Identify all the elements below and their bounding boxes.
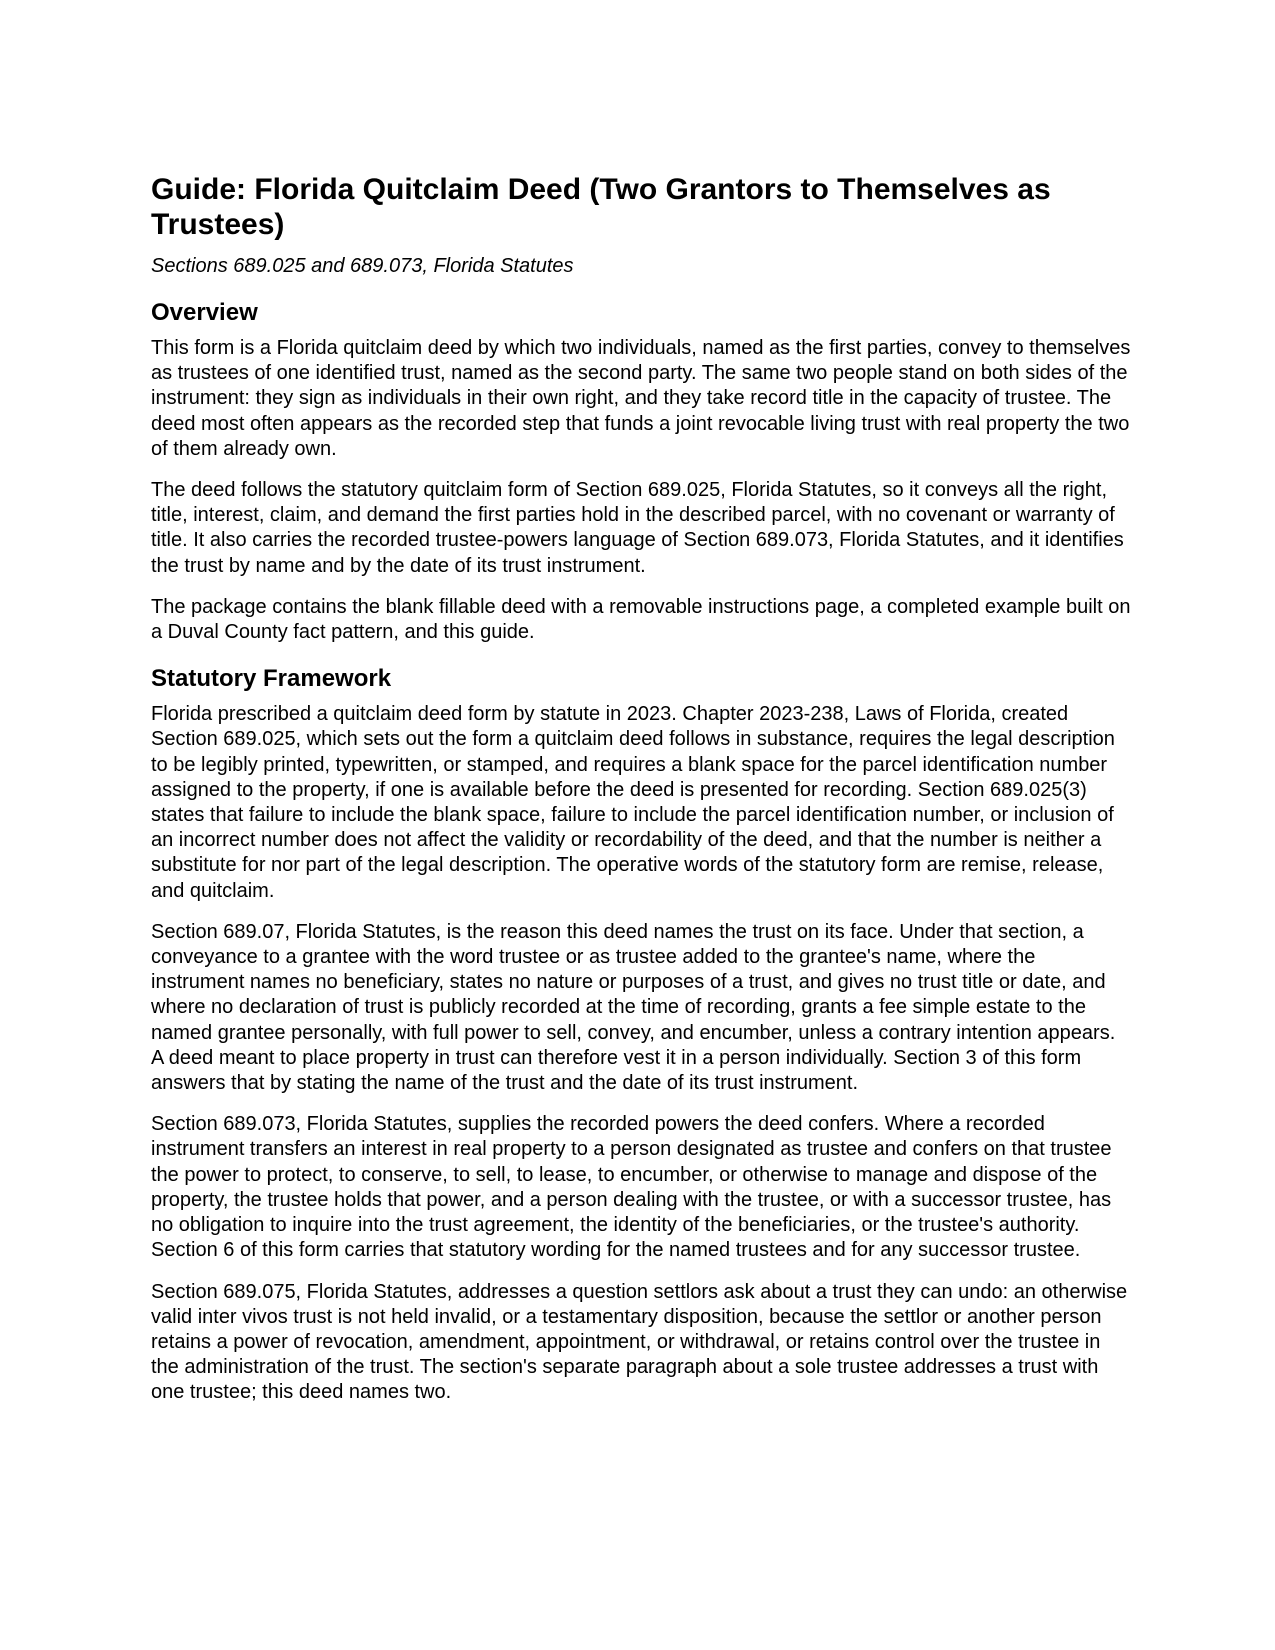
- paragraph: The deed follows the statutory quitclaim form of Section 689.025, Florida Statutes, so it conveys all the right, title, interest, claim, and demand the first parties hold in the described parcel, with no covenant or warranty of title. It also carries the recorded trustee-powers language of Section 689.073, Florida Statutes, and it identifies the trust by name and by the date of its trust instrument.: [151, 479, 1124, 577]
- paragraph: Section 689.073, Florida Statutes, supplies the recorded powers the deed confers. Where a recorded instrument transfers an interest in real property to a person designated as trustee and confers on that trustee the power to protect, to conserve, to sell, to lease, to encumber, or otherwise to manage and dispose of the property, the trustee holds that power, and a person dealing with the trustee, or with a successor trustee, has no obligation to inquire into the trust agreement, the identity of the beneficiaries, or the trustee's authority. Section 6 of this form carries that statutory wording for the named trustees and for any successor trustee.: [151, 1113, 1112, 1262]
- section-heading: Statutory Framework: [151, 665, 392, 693]
- section-overview: [151, 299, 1131, 645]
- document-title: Guide: Florida Quitclaim Deed (Two Grantors to Themselves as Trustees): [151, 173, 1051, 241]
- paragraph: Section 689.075, Florida Statutes, addresses a question settlors ask about a trust they can undo: an otherwise valid inter vivos trust is not held invalid, or a testamentary disposition, because the settlor or another person retains a power of revocation, amendment, appointment, or withdrawal, or retains control over the trustee in the administration of the trust. The section's separate paragraph about a sole trustee addresses a trust with one trustee; this deed names two.: [151, 1280, 1128, 1404]
- document-page: [151, 172, 1131, 1422]
- section-heading: Overview: [151, 299, 258, 326]
- paragraph: This form is a Florida quitclaim deed by which two individuals, named as the first parties, convey to themselves as trustees of one identified trust, named as the second party. The same two people stand on both sides of the instrument: they sign as individuals in their own right, and they take record title in the capacity of trustee. The deed most often appears as the recorded step that funds a joint revocable living trust with real property the two of them already own.: [151, 337, 1131, 460]
- section-statutory-framework: [151, 665, 1131, 1405]
- paragraph: Section 689.07, Florida Statutes, is the reason this deed names the trust on its face. Under that section, a conveyance to a grantee with the word trustee or as trustee added to the grantee's name, where the instrument names no beneficiary, states no nature or purposes of a trust, and gives no trust title or date, and where no declaration of trust is publicly recorded at the time of recording, grants a fee simple estate to the named grantee personally, with full power to sell, convey, and encumber, unless a contrary intention appears. A deed meant to place property in trust can therefore vest it in a person individually. Section 3 of this form answers that by stating the name of the trust and the date of its trust instrument.: [151, 920, 1116, 1095]
- paragraph: The package contains the blank fillable deed with a removable instructions page, a completed example built on a Duval County fact pattern, and this guide.: [151, 595, 1131, 644]
- paragraph: Florida prescribed a quitclaim deed form by statute in 2023. Chapter 2023-238, Laws of Florida, created Section 689.025, which sets out the form a quitclaim deed follows in substance, requires the legal description to be legibly printed, typewritten, or stamped, and requires a blank space for the parcel identification number assigned to the property, if one is available before the deed is presented for recording. Section 689.025(3) states that failure to include the blank space, failure to include the parcel identification number, or inclusion of an incorrect number does not affect the validity or recordability of the deed, and that the number is neither a substitute for nor part of the legal description. The operative words of the statutory form are remise, release, and quitclaim.: [151, 703, 1115, 902]
- document-subtitle: Sections 689.025 and 689.073, Florida Statutes: [151, 255, 574, 277]
